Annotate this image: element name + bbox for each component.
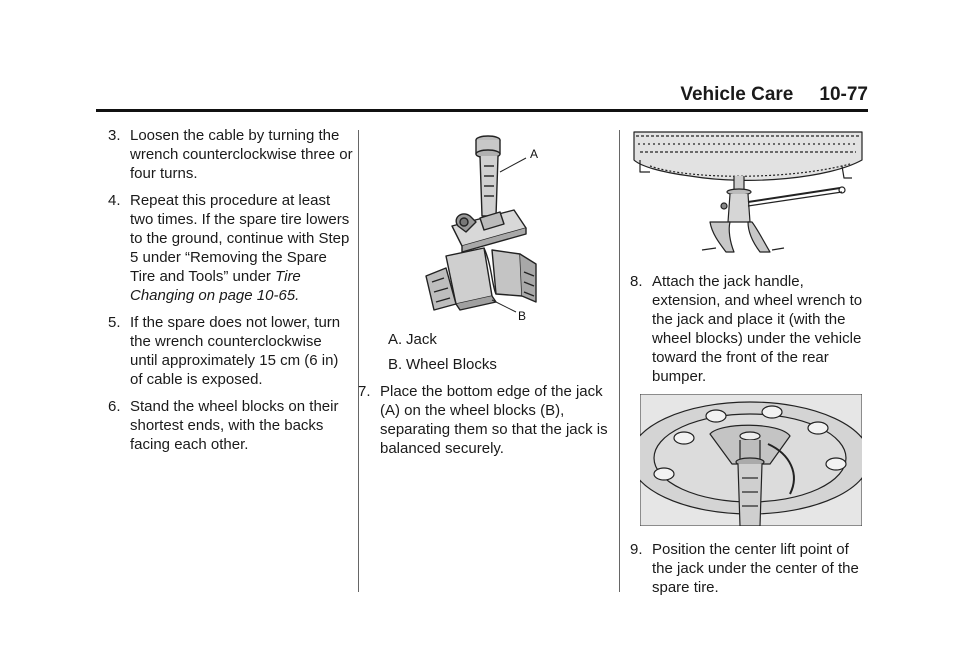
step-number: 8. (630, 273, 643, 290)
caption-label: B. (388, 356, 403, 373)
step-text: Stand the wheel blocks on their shortest ends, with the backs facing each other. (130, 398, 339, 453)
column-3 (630, 126, 872, 605)
step-number: 9. (630, 541, 643, 558)
caption-text: Jack (406, 331, 437, 348)
step-text: Repeat this procedure at least two times. If the spare tire lowers to the ground, continue with Step 5 under “Removing the Spare Tire and Tools” under (130, 192, 350, 285)
step-text: Attach the jack handle, extension, and wheel wrench to the jack and place it (with the wheel blocks) under the vehicle toward the front of the rear bumper. (652, 273, 863, 385)
page-header (96, 80, 868, 112)
jack-lift-point-illustration (640, 394, 862, 526)
caption-b (358, 355, 610, 374)
cross-reference-link[interactable]: Tire Changing on page 10-65. (130, 268, 301, 304)
page-number: 10-77 (819, 84, 868, 105)
column-2 (358, 126, 610, 466)
jack-wheel-blocks-illustration (396, 126, 556, 322)
callout-a: A (530, 147, 539, 161)
step-5 (108, 313, 353, 389)
jack-under-vehicle-illustration (630, 126, 866, 258)
step-8 (630, 272, 872, 386)
step-9 (630, 540, 872, 597)
callout-b: B (518, 309, 527, 322)
step-number: 3. (108, 127, 121, 144)
step-3 (108, 126, 353, 183)
step-number: 4. (108, 192, 121, 209)
step-text: If the spare does not lower, turn the wrench counterclockwise until approximately 15 cm (6 in) of cable is exposed. (130, 314, 341, 388)
step-4 (108, 191, 353, 305)
step-7 (358, 382, 610, 458)
column-1 (108, 126, 353, 462)
step-number: 6. (108, 398, 121, 415)
caption-label: A. (388, 331, 403, 348)
caption-a (358, 330, 610, 349)
caption-text: Wheel Blocks (406, 356, 497, 373)
column-divider (619, 130, 620, 592)
step-text: Position the center lift point of the jack under the center of the spare tire. (652, 541, 859, 596)
step-number: 7. (358, 383, 371, 400)
step-number: 5. (108, 314, 121, 331)
section-title: Vehicle Care (680, 84, 794, 105)
step-text: Place the bottom edge of the jack (A) on the wheel blocks (B), separating them so that the jack is balanced securely. (380, 383, 608, 457)
step-6 (108, 397, 353, 454)
step-text: Loosen the cable by turning the wrench counterclockwise three or four turns. (130, 127, 353, 182)
